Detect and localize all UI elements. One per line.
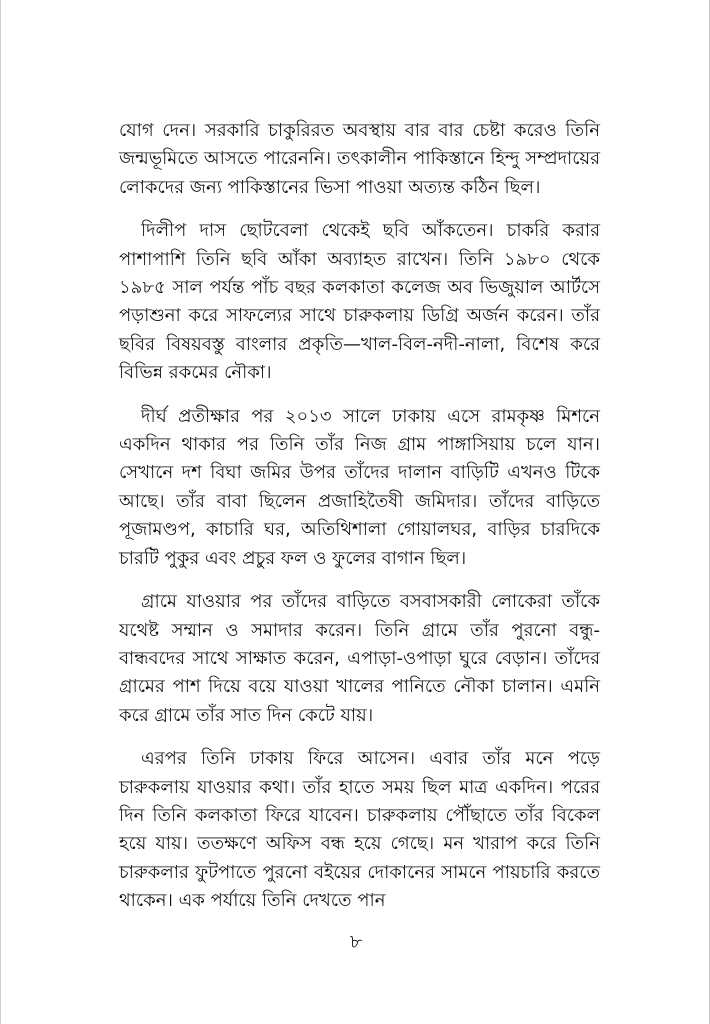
paragraph-3: দীর্ঘ প্রতীক্ষার পর ২০১৩ সালে ঢাকায় এসে রামকৃষ্ণ মিশনে একদিন থাকার পর তিনি তাঁর নিজ গ্রাম পাঙ্গাসিয়ায় চলে যান। সেখানে দশ বিঘা জমির উপর তাঁদের দালান বাড়িটি এখনও টিকে আছে। তাঁর বাবা ছিলেন প্রজাহিতৈষী জমিদার। তাঁদের বাড়িতে পূজামণ্ডপ, কাচারি ঘর, অতিথিশালা গোয়ালঘর, বাড়ির চারদিকে চারটি পুকুর এবং প্রচুর ফল ও ফুলের বাগান ছিল। — [119, 405, 600, 569]
paragraph-4: গ্রামে যাওয়ার পর তাঁদের বাড়িতে বসবাসকারী লোকেরা তাঁকে যথেষ্ট সম্মান ও সমাদার করেন। তিনি গ্রামে তাঁর পুরনো বন্ধু-বান্ধবদের সাথে সাক্ষাত করেন, এপাড়া-ওপাড়া ঘুরে বেড়ান। তাঁদের গ্রামের পাশ দিয়ে বয়ে যাওয়া খালের পানিতে নৌকা চালান। এমনি করে গ্রামে তাঁর সাত দিন কেটে যায়। — [119, 591, 600, 726]
paragraph-5: এরপর তিনি ঢাকায় ফিরে আসেন। এবার তাঁর মনে পড়ে চারুকলায় যাওয়ার কথা। তাঁর হাতে সময় ছিল মাত্র একদিন। পরের দিন তিনি কলকাতা ফিরে যাবেন। চারুকলায় পৌঁছাতে তাঁর বিকেল হয়ে যায়। ততক্ষণে অফিস বন্ধ হয়ে গেছে। মন খারাপ করে তিনি চারুকলার ফুটপাতে পুরনো বইয়ের দোকানের সামনে পায়চারি করতে থাকেন। এক পর্যায়ে তিনি দেখতে পান — [119, 748, 600, 912]
page-number: ৮ — [349, 931, 363, 953]
body-text — [119, 117, 600, 931]
paragraph-1: যোগ দেন। সরকারি চাকুরিরত অবস্থায় বার বার চেষ্টা করেও তিনি জন্মভূমিতে আসতে পারেননি। তৎকালীন পাকিস্তানে হিন্দু সম্প্রদায়ের লোকদের জন্য পাকিস্তানের ভিসা পাওয়া অত্যন্ত কঠিন ছিল। — [119, 120, 600, 198]
paragraph-2: দিলীপ দাস ছোটবেলা থেকেই ছবি আঁকতেন। চাকরি করার পাশাপাশি তিনি ছবি আঁকা অব্যাহত রাখেন। তিনি ১৯৮০ থেকে ১৯৮৫ সাল পর্যন্ত পাঁচ বছর কলকাতা কলেজ অব ভিজুয়াল আর্টসে পড়াশুনা করে সাফল্যের সাথে চারুকলায় ডিগ্রি অর্জন করেন। তাঁর ছবির বিষয়বস্তু বাংলার প্রকৃতি—খাল-বিল-নদী-নালা, বিশেষ করে বিভিন্ন রকমের নৌকা। — [119, 220, 600, 384]
